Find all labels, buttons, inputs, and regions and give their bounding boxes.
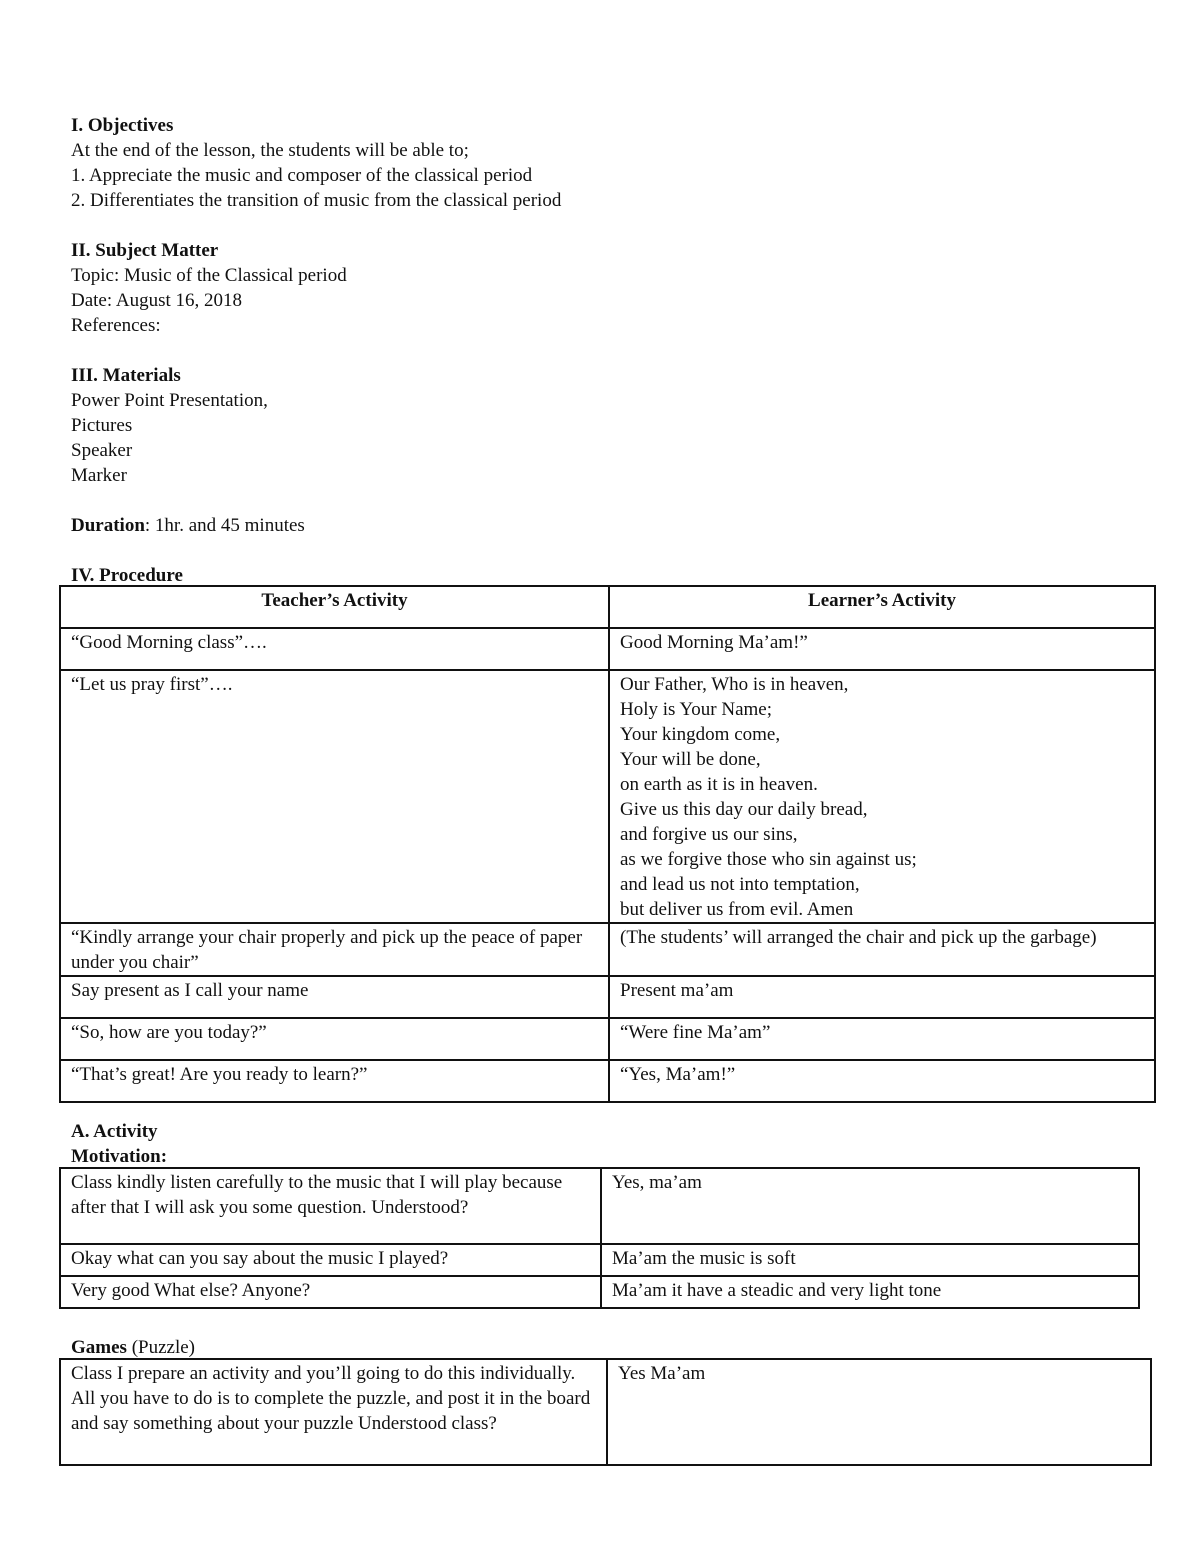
table-row xyxy=(60,1276,1139,1308)
games-label: Games xyxy=(71,1337,127,1358)
objective-item: 2. Differentiates the transition of music from the classical period xyxy=(71,190,562,211)
activity-heading: A. Activity xyxy=(71,1121,158,1142)
subject-matter-heading: II. Subject Matter xyxy=(71,240,219,261)
learner-cell: Yes, ma’am xyxy=(601,1168,1139,1244)
table-row xyxy=(60,1018,1155,1060)
duration-value: : 1hr. and 45 minutes xyxy=(144,515,305,536)
games-table xyxy=(59,1358,1152,1466)
material-item: Marker xyxy=(71,465,127,486)
materials-heading: III. Materials xyxy=(71,365,181,386)
prayer-line: Our Father, Who is in heaven, xyxy=(620,674,849,695)
prayer-line: Your kingdom come, xyxy=(620,724,781,745)
prayer-line: and lead us not into temptation, xyxy=(620,874,860,895)
lesson-plan-page xyxy=(71,113,1161,588)
teacher-cell: “So, how are you today?” xyxy=(60,1018,609,1060)
subject-date: Date: August 16, 2018 xyxy=(71,290,242,311)
table-row xyxy=(60,1168,1139,1244)
teacher-cell: “Kindly arrange your chair properly and pick up the peace of paper under you chair” xyxy=(60,923,609,976)
teacher-cell: Class I prepare an activity and you’ll going to do this individually. All you have to do is to complete the puzzle, and post it in the board and say something about your puzzle Understood class? xyxy=(60,1359,607,1465)
table-row xyxy=(60,1244,1139,1276)
table-row xyxy=(60,628,1155,670)
learner-cell: Ma’am it have a steadic and very light tone xyxy=(601,1276,1139,1308)
teacher-cell: “Good Morning class”…. xyxy=(60,628,609,670)
subject-references: References: xyxy=(71,315,161,336)
teacher-cell: Say present as I call your name xyxy=(60,976,609,1018)
prayer-cell xyxy=(609,670,1155,923)
learner-cell: Present ma’am xyxy=(609,976,1155,1018)
learner-cell: Good Morning Ma’am!” xyxy=(609,628,1155,670)
objective-item: 1. Appreciate the music and composer of the classical period xyxy=(71,165,533,186)
learner-cell: (The students’ will arranged the chair and pick up the garbage) xyxy=(609,923,1155,976)
teacher-cell: Okay what can you say about the music I played? xyxy=(60,1244,601,1276)
teacher-cell: “That’s great! Are you ready to learn?” xyxy=(60,1060,609,1102)
material-item: Speaker xyxy=(71,440,133,461)
learner-activity-header: Learner’s Activity xyxy=(609,586,1155,628)
learner-cell: Yes Ma’am xyxy=(607,1359,1151,1465)
prayer-line: Give us this day our daily bread, xyxy=(620,799,868,820)
material-item: Pictures xyxy=(71,415,133,436)
table-row xyxy=(60,1359,1151,1465)
subject-topic: Topic: Music of the Classical period xyxy=(71,265,347,286)
motivation-label: Motivation: xyxy=(71,1146,168,1167)
teacher-cell: Class kindly listen carefully to the music that I will play because after that I will ask you some question. Understood? xyxy=(60,1168,601,1244)
duration-label: Duration xyxy=(71,515,145,536)
table-header-row xyxy=(60,586,1155,628)
procedure-heading: IV. Procedure xyxy=(71,565,183,586)
motivation-table xyxy=(59,1167,1140,1309)
objectives-intro: At the end of the lesson, the students will be able to; xyxy=(71,140,469,161)
table-row xyxy=(60,670,1155,923)
prayer-line: Your will be done, xyxy=(620,749,761,770)
table-row xyxy=(60,923,1155,976)
procedure-table xyxy=(59,585,1156,1103)
games-heading xyxy=(71,1335,195,1360)
prayer-line: but deliver us from evil. Amen xyxy=(620,899,854,920)
duration-line xyxy=(71,513,1161,538)
games-suffix: (Puzzle) xyxy=(126,1337,195,1358)
prayer-line: on earth as it is in heaven. xyxy=(620,774,818,795)
prayer-line: Holy is Your Name; xyxy=(620,699,773,720)
learner-cell: “Were fine Ma’am” xyxy=(609,1018,1155,1060)
table-row xyxy=(60,1060,1155,1102)
objectives-heading: I. Objectives xyxy=(71,115,174,136)
learner-cell: “Yes, Ma’am!” xyxy=(609,1060,1155,1102)
activity-section xyxy=(71,1119,167,1169)
teacher-cell: Very good What else? Anyone? xyxy=(60,1276,601,1308)
prayer-line: and forgive us our sins, xyxy=(620,824,798,845)
material-item: Power Point Presentation, xyxy=(71,390,268,411)
teacher-activity-header: Teacher’s Activity xyxy=(60,586,609,628)
learner-cell: Ma’am the music is soft xyxy=(601,1244,1139,1276)
prayer-line: as we forgive those who sin against us; xyxy=(620,849,917,870)
teacher-cell: “Let us pray first”…. xyxy=(60,670,609,923)
table-row xyxy=(60,976,1155,1018)
